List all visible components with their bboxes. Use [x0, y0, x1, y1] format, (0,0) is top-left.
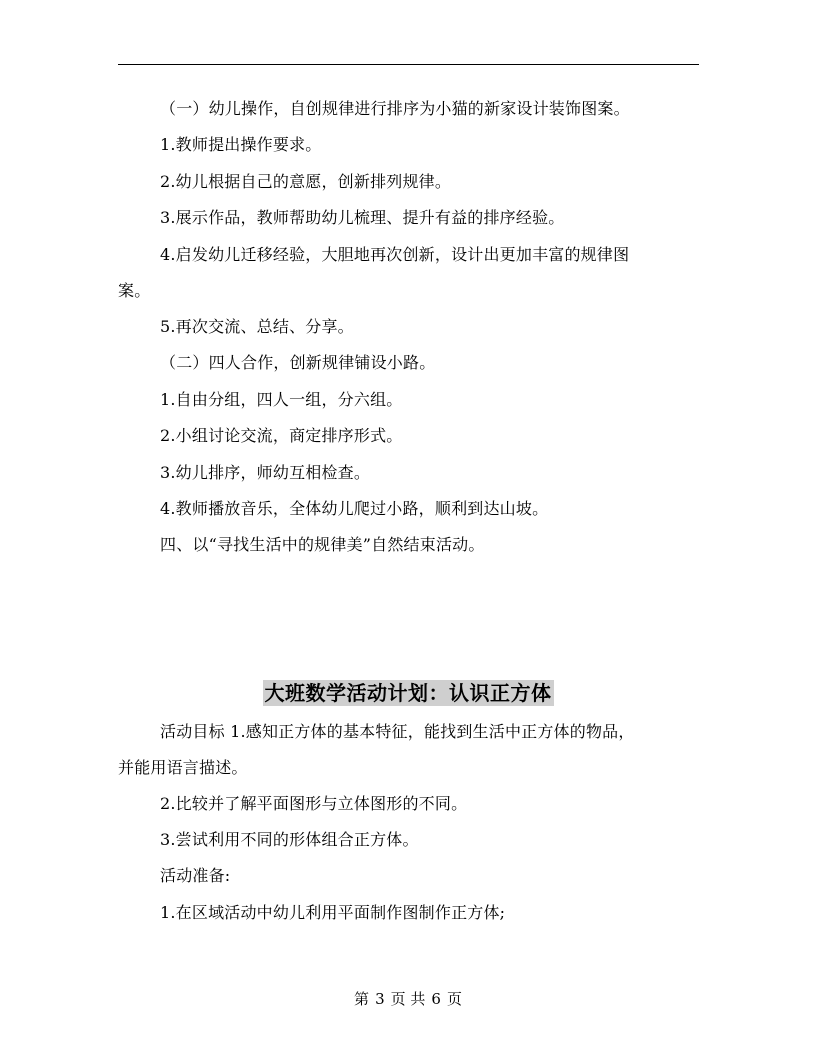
footer-total-pages: 6 [431, 990, 441, 1008]
plan-goals-line-2: 并能用语言描述。 [118, 758, 248, 777]
section2-item-4: 4.教师播放音乐，全体幼儿爬过小路，顺利到达山坡。 [160, 499, 549, 518]
section1-item-2: 2.幼儿根据自己的意愿，创新排列规律。 [160, 172, 452, 191]
footer-current-page: 3 [375, 990, 385, 1008]
section2-item-3: 3.幼儿排序，师幼互相检查。 [160, 463, 371, 482]
section2-heading: （二）四人合作，创新规律铺设小路。 [160, 353, 436, 372]
plan-goals-line-3: 2.比较并了解平面图形与立体图形的不同。 [160, 794, 468, 813]
plan-prep-item-1: 1.在区域活动中幼儿利用平面制作图制作正方体; [160, 903, 506, 922]
section1-heading: （一）幼儿操作，自创规律进行排序为小猫的新家设计装饰图案。 [160, 99, 630, 118]
footer-middle: 页 共 [390, 990, 426, 1008]
plan-title-container [0, 680, 816, 706]
section1-item-5: 5.再次交流、总结、分享。 [160, 317, 354, 336]
section1-item-1: 1.教师提出操作要求。 [160, 135, 322, 154]
plan-goals-line-1: 活动目标 1.感知正方体的基本特征，能找到生活中正方体的物品， [160, 722, 635, 741]
footer-suffix: 页 [446, 990, 462, 1008]
footer-prefix: 第 [354, 990, 370, 1008]
plan-title: 大班数学活动计划：认识正方体 [264, 681, 552, 705]
section1-item-4-continued: 案。 [118, 281, 151, 300]
section1-item-3: 3.展示作品，教师帮助幼儿梳理、提升有益的排序经验。 [160, 208, 565, 227]
section3-heading: 四、以“寻找生活中的规律美”自然结束活动。 [160, 535, 485, 554]
header-rule [118, 64, 699, 65]
plan-goals-line-4: 3.尝试利用不同的形体组合正方体。 [160, 830, 419, 849]
plan-prep-label: 活动准备: [160, 866, 231, 885]
section1-item-4: 4.启发幼儿迁移经验，大胆地再次创新，设计出更加丰富的规律图 [160, 245, 630, 264]
section2-item-2: 2.小组讨论交流，商定排序形式。 [160, 426, 403, 445]
page-footer [0, 989, 816, 1009]
section2-item-1: 1.自由分组，四人一组，分六组。 [160, 390, 403, 409]
